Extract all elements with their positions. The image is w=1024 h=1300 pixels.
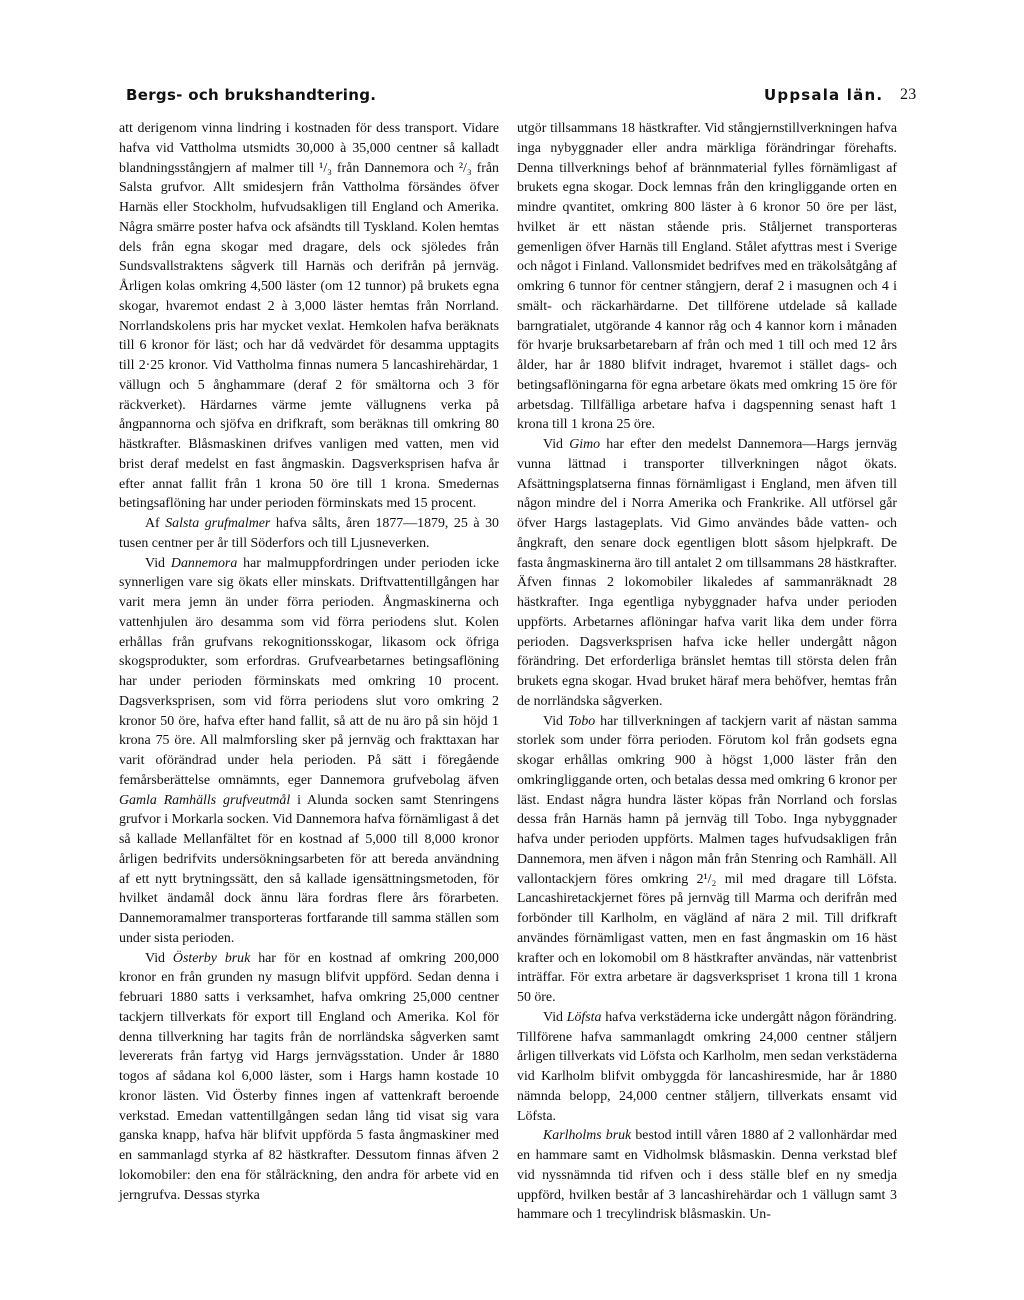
text-run: har för en kostnad af omkring 200,000 kronor en från grunden ny masugn blifvit uppförd. Sedan denna i februari 1880 satts i verksamhet, hafva omkring 25,000 centner tackjern tillverkats för export till England och Amerika. Kol för denna tillverkning har tagits från de norrländska sågverken samt levererats från fartyg vid Hargs jernvägsstation. Under år 1880 togos af sådana kol 6,000 läster, som i Hargs hamn kostade 10 kronor lästen. Vid Österby finnes ingen af vattenkraft beroende verkstad. Emedan vattentillgången sedan lång tid visat sig vara ganska knapp, hafva här blifvit uppförda 5 fasta ångmaskiner med en sammanlagd styrka af 82 hästkrafter. Dessutom finnas äfven 2 lokomobiler: den ena för stålräckning, den andra för arbete vid en jerngrufva. Dessas styrka xyxy=(119,950,499,1203)
text-run: har malmuppfordringen under perioden icke synnerligen vare sig ökats eller minskats. Driftvattentillgången har varit mera jemn än under förra perioden. Ångmaskinerna och vattenhjulen äro desamma som vid förra periodens slut. Kolen erhållas från grufvans rekognitionsskogar, likasom ock öfriga skogsprodukter, som erfordras. Grufvearbetarnes betingsaflöning har under perioden förminskats med omkring 10 procent. Dagsverksprisen, som vid förra periodens slut voro omkring 2 kronor 50 öre, hafva efter hand fallit, så att de nu äro på sin höjd 1 krona 75 öre. All malmforsling sker på jernväg och frakttaxan har varit oförändrad under hela perioden. På sätt i föregående femårsberättelse omnämnts, eger Dannemora grufvebolag äfven xyxy=(119,555,499,788)
text-run: hafva sålts, åren 1877—1879, 25 à 30 tusen centner per år till Söderfors och till Ljusneverken. xyxy=(119,516,499,551)
italic-name: Löfsta xyxy=(566,1009,602,1025)
text-run: har tillverkningen af tackjern varit af nästan samma storlek som under förra perioden. Förutom kol från godsets egna skogar erhållas omkring 900 à högst 1,000 läster från den omkringliggande orten, och betalas dessa med omkring 6 kronor per läst. Endast några hundra läster köpas från Norrland och forslas dessa från Harnäs hamn på jernväg till Tobo. Inga nybyggnader hafva under perioden uppförts. Malmen tages hufvudsakligen från Dannemora, men äfven i någon mån från Stenring och Ramhäll. All vallontackjern föres omkring 2¹/₂ mil med dragare till Löfsta. Lancashiretackjernet föres på jernväg till Marma och derifrån med forbönder till Karlholm, en vägländ af nära 2 mil. Till drifkraft användes förnämligast vatten, men en fast ångmaskin om 16 häst krafter och en lokomobil om 8 hästkrafter användas, när vattenbrist inträffar. För extra arbetare är dagsverkspriset 1 krona till 1 krona 50 öre. xyxy=(517,713,897,1005)
text-run: Vid xyxy=(543,437,570,452)
text-run: har efter den medelst Dannemora—Hargs jernväg vunna lättnad i transporter tillverkningen något ökats. Afsättningsplatserna finnas förnämligast i England, men äfven till någon mindre del i Norra Amerika och Frankrike. All utförsel går öfver Hargs lastageplats. Vid Gimo användes både vatten- och ångkraft, den senare dock egentligen blott såsom hjelpkraft. De fasta ångmaskinerna äro till antalet 2 om tillsammans 28 hästkrafter. Äfven finnas 2 lokomobiler likaledes af sammanräknadt 28 hästkrafter. Inga egentliga nybyggnader hafva under perioden uppförts. Arbetarnes aflöningar hafva varit lika dem under förra perioden. Dagsverksprisen hafva icke heller undergått någon förändring. Det erforderliga bränslet hemtas till största delen från brukets egna skogar. Hvad bruket häraf mera behöfver, hemtas från de norrländska sågverken. xyxy=(517,437,897,709)
paragraph xyxy=(119,554,499,949)
italic-name: Karlholms bruk xyxy=(543,1128,632,1144)
italic-name: Tobo xyxy=(567,713,596,729)
paragraph xyxy=(517,1008,897,1127)
page-number: 23 xyxy=(900,86,917,103)
text-run: Vid xyxy=(145,950,173,966)
running-header-center: Uppsala län. xyxy=(764,86,884,104)
paragraph xyxy=(119,514,499,554)
text-run: bestod intill våren 1880 af 2 vallonhärdar med en hammare samt en Vidholmsk blåsmaskin. Denna verkstad blef vid nyssnämnda tid rifven och i dess ställe blef en ny smedja uppförd, hvilken består af 3 lancashirehärdar och 1 vällugn samt 3 hammare och 1 trecylindrisk blåsmaskin. Un- xyxy=(517,1128,897,1223)
paragraph xyxy=(517,1126,897,1225)
text-run: att derigenom vinna lindring i kostnaden för dess transport. Vidare hafva vid Vattholma utsmidts 30,000 à 35,000 centner så kalladt blandningsstångjern af malmer till ¹/₃ från Dannemora och ²/₃ från Salsta grufvor. Allt smidesjern från Vattholma försändes öfver Harnäs eller Stockholm, hufvudsakligen till England och Amerika. Några smärre poster hafva ock afsändts till Tyskland. Kolen hemtas dels från egna skogar med dragare, dels ock sjöledes från Sundsvallstraktens sågverk till Harnäs och derifrån på jernväg. Årligen kolas omkring 4,500 läster (om 12 tunnor) på brukets egna skogar, hvaremot endast 2 à 3,000 läster hemtas från Norrland. Norrlandskolens pris har mycket vexlat. Hemkolen hafva beräknats till 6 kronor för läst; och har då vedvärdet för desamma upptagits till 2·25 kronor. Vid Vattholma finnas numera 5 lancashirehärdar, 1 vällugn och 5 ånghammare (deraf 2 för smältorna och 3 för räckverket). Härdarnes värme jemte vällugnens verka på ångpannorna och sjöfva en drifkraft, som beräknas till omkring 80 hästkrafter. Blåsmaskinen drifves vanligen med vatten, men vid brist deraf medelst en fast ångmaskin. Dagsverksprisen hafva år efter annat fallit från 1 krona 50 öre till 1 krona. Smedernas betingsaflöning har under perioden förminskats med 15 procent. xyxy=(119,121,499,512)
paragraph xyxy=(119,949,499,1206)
paragraph xyxy=(517,435,897,712)
text-run: Vid xyxy=(145,555,171,571)
italic-name: Salsta grufmalmer xyxy=(165,516,271,531)
text-run: utgör tillsammans 18 hästkrafter. Vid stångjernstillverkningen hafva inga nybyggnader eller andra märkliga förändringar förehafts. Denna tillverknings behof af brännmaterial fylles förnämligast af brukets egna skogar. Dock lemnas från den kringliggande orten en mindre qvantitet, omkring 800 läster à 6 kronor 50 öre per läst, hvilket är ett nästan stående pris. Ståljernet transporteras gemenligen öfver Harnäs till England. Stålet afyttras mest i Sverige och något i Finland. Vallonsmidet bedrifves med en träkolsåtgång af omkring 6 tunnor för centner stångjern, deraf 2 i masugnen och 4 i smält- och räckarhärdarne. Det tillförene utdelade så kallade barngratialet, utgörande 4 kannor råg och 4 kannor korn i månaden för hvarje bruksarbetarebarn af från och med 1 till och med 12 års ålder, har år 1880 blifvit indraget, hvaremot i stället dags- och betingsaflöningarna för egna arbetare ökats med omkring 15 öre för arbetsdag. Tillfälliga arbetare hafva i dagspenning senast haft 1 krona till 1 krona 25 öre. xyxy=(517,121,897,433)
text-run: Vid xyxy=(543,713,568,729)
right-column xyxy=(517,119,897,1225)
text-run: i Alunda socken samt Stenringens grufvor i Morkarla socken. Vid Dannemora hafva förnämligast å det så kallade Mellanfältet för en kostnad af 5,000 till 8,000 kronor årligen bedrifvits undersökningsarbeten för att bereda användning af ett nytt brytningssätt, den så kallade igensättningsmetoden, för hvilket ändamål dock ännu lära fordras flere års förarbeten. Dannemoramalmer transporteras fortfarande till samma ställen som under sista perioden. xyxy=(119,792,499,946)
paragraph xyxy=(517,712,897,1008)
italic-name: Gimo xyxy=(569,437,601,452)
italic-name: Österby bruk xyxy=(172,950,251,966)
text-run: Vid xyxy=(543,1009,567,1025)
paragraph xyxy=(119,119,499,514)
running-header-left: Bergs- och brukshandtering. xyxy=(126,86,377,104)
text-run: hafva verkstäderna icke undergått någon förändring. Tillförene hafva sammanlagdt omkring 24,000 centner ståljern årligen tillverkats vid Löfsta och Karlholm, men sedan verkstäderna vid Karlholm blifvit ombyggda för lancashiresmide, har år 1880 nämnda belopp, 24,000 centner ståljern, tillverkats ensamt vid Löfsta. xyxy=(517,1009,898,1124)
left-column xyxy=(119,119,499,1205)
paragraph xyxy=(517,119,897,435)
text-run: Af xyxy=(145,516,166,531)
italic-name: Gamla Ramhälls grufveutmål xyxy=(119,792,291,808)
italic-name: Dannemora xyxy=(170,555,238,571)
